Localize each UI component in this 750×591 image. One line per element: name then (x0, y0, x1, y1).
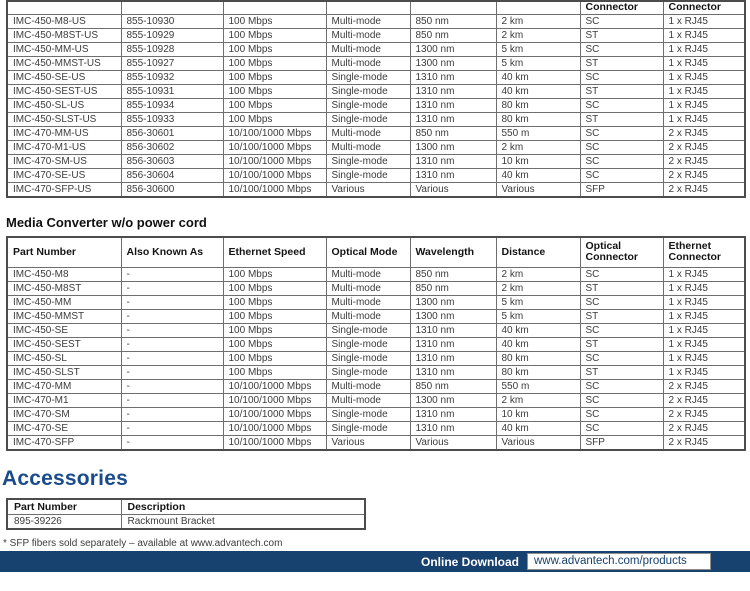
table-cell: 40 km (496, 71, 580, 85)
download-url-link[interactable]: www.advantech.com/products (534, 554, 687, 567)
table-cell: 1310 nm (410, 85, 496, 99)
table-cell: 100 Mbps (223, 113, 326, 127)
column-header: Part Number (7, 237, 121, 267)
table-row (7, 295, 745, 309)
table-cell: 1310 nm (410, 365, 496, 379)
download-url-box[interactable] (527, 553, 711, 570)
table-cell: 1 x RJ45 (663, 99, 745, 113)
table-cell: SC (580, 99, 663, 113)
table-cell: Single-mode (326, 155, 410, 169)
table-cell: Single-mode (326, 113, 410, 127)
table-cell: SC (580, 43, 663, 57)
accessories-table-body (7, 514, 365, 529)
table-cell: IMC-470-SFP-US (7, 183, 121, 198)
column-header: Ethernet Connector (663, 237, 745, 267)
table-cell: 1 x RJ45 (663, 29, 745, 43)
table-cell: 1310 nm (410, 421, 496, 435)
table-cell: 10/100/1000 Mbps (223, 393, 326, 407)
table-cell: - (121, 435, 223, 450)
column-header: Ethernet Speed (223, 237, 326, 267)
column-header (326, 1, 410, 15)
table-cell: 100 Mbps (223, 43, 326, 57)
online-download-bar (0, 551, 750, 572)
table-cell: 10 km (496, 155, 580, 169)
table-cell: Multi-mode (326, 57, 410, 71)
column-header (496, 1, 580, 15)
table-cell: 2 x RJ45 (663, 379, 745, 393)
table-cell: 2 km (496, 15, 580, 29)
table-row (7, 71, 745, 85)
table-cell: ST (580, 85, 663, 99)
table-cell: 850 nm (410, 281, 496, 295)
table-cell: IMC-450-SL-US (7, 99, 121, 113)
table-cell: 1 x RJ45 (663, 71, 745, 85)
table-cell: 1 x RJ45 (663, 57, 745, 71)
table-cell: 1310 nm (410, 337, 496, 351)
table-cell: - (121, 309, 223, 323)
table-cell: 550 m (496, 127, 580, 141)
table-cell: SC (580, 393, 663, 407)
table-cell: IMC-450-M8ST (7, 281, 121, 295)
table-cell: SC (580, 421, 663, 435)
table-cell: - (121, 323, 223, 337)
table-cell: 100 Mbps (223, 309, 326, 323)
table-cell: IMC-470-SM-US (7, 155, 121, 169)
column-header: Connector (663, 1, 745, 15)
table-cell: 1 x RJ45 (663, 85, 745, 99)
table-cell: Single-mode (326, 421, 410, 435)
table-cell: 1310 nm (410, 71, 496, 85)
table-cell: 855-10928 (121, 43, 223, 57)
table-cell: 5 km (496, 57, 580, 71)
table-cell: - (121, 337, 223, 351)
table-cell: Multi-mode (326, 127, 410, 141)
table-cell: ST (580, 309, 663, 323)
table-row (7, 99, 745, 113)
table-cell: Multi-mode (326, 29, 410, 43)
us-models-table-body (7, 15, 745, 198)
table-cell: 855-10931 (121, 85, 223, 99)
table-cell: 1300 nm (410, 309, 496, 323)
table-cell: 1 x RJ45 (663, 267, 745, 281)
table-row (7, 379, 745, 393)
table-cell: 856-30602 (121, 141, 223, 155)
table-cell: IMC-450-MMST-US (7, 57, 121, 71)
table-cell: - (121, 295, 223, 309)
table-cell: 100 Mbps (223, 365, 326, 379)
table-cell: - (121, 267, 223, 281)
table-cell: 100 Mbps (223, 57, 326, 71)
table-cell: SC (580, 351, 663, 365)
table-cell: 856-30601 (121, 127, 223, 141)
accessories-table (6, 498, 366, 530)
table-cell: SC (580, 155, 663, 169)
table-row (7, 351, 745, 365)
table-row (7, 43, 745, 57)
column-header: Description (121, 499, 365, 515)
table-cell: 80 km (496, 351, 580, 365)
table-row (7, 141, 745, 155)
table-cell: 80 km (496, 99, 580, 113)
table-cell: 850 nm (410, 379, 496, 393)
table-cell: 855-10933 (121, 113, 223, 127)
column-header: Optical Connector (580, 237, 663, 267)
table-cell: 40 km (496, 323, 580, 337)
table-row (7, 309, 745, 323)
table-cell: Various (496, 183, 580, 198)
table-cell: SC (580, 169, 663, 183)
table-cell: Various (410, 435, 496, 450)
column-header: Also Known As (121, 237, 223, 267)
table-cell: Single-mode (326, 99, 410, 113)
table-cell: SFP (580, 435, 663, 450)
accessories-heading: Accessories (2, 466, 128, 490)
table-cell: Multi-mode (326, 43, 410, 57)
table-cell: Multi-mode (326, 393, 410, 407)
table-cell: 40 km (496, 337, 580, 351)
table-cell: 1310 nm (410, 169, 496, 183)
table-cell: 100 Mbps (223, 71, 326, 85)
table-cell: SC (580, 323, 663, 337)
table-row (7, 29, 745, 43)
table-cell: Multi-mode (326, 281, 410, 295)
table-cell: 1300 nm (410, 295, 496, 309)
table-cell: 1300 nm (410, 57, 496, 71)
table-cell: 1300 nm (410, 141, 496, 155)
table-row (7, 15, 745, 29)
table-cell: 856-30603 (121, 155, 223, 169)
table-cell: IMC-470-MM (7, 379, 121, 393)
table-cell: IMC-450-SEST (7, 337, 121, 351)
table-cell: 1310 nm (410, 113, 496, 127)
table-cell: - (121, 421, 223, 435)
table-cell: 895-39226 (7, 514, 121, 529)
table-cell: Single-mode (326, 365, 410, 379)
table-cell: 856-30604 (121, 169, 223, 183)
table-cell: 850 nm (410, 15, 496, 29)
table-row (7, 407, 745, 421)
table-cell: ST (580, 29, 663, 43)
table-row (7, 323, 745, 337)
table-cell: 100 Mbps (223, 281, 326, 295)
table-cell: Multi-mode (326, 309, 410, 323)
table-cell: 10/100/1000 Mbps (223, 421, 326, 435)
table-cell: IMC-470-M1-US (7, 141, 121, 155)
table-cell: 1310 nm (410, 323, 496, 337)
table-row (7, 514, 365, 529)
table-cell: Multi-mode (326, 379, 410, 393)
us-models-table (6, 0, 746, 198)
table-cell: 10 km (496, 407, 580, 421)
table-row (7, 393, 745, 407)
table-cell: 80 km (496, 113, 580, 127)
table-cell: 1300 nm (410, 43, 496, 57)
table-row (7, 85, 745, 99)
table-cell: Multi-mode (326, 141, 410, 155)
table-cell: IMC-470-MM-US (7, 127, 121, 141)
table-cell: IMC-450-MM (7, 295, 121, 309)
table-row (7, 183, 745, 198)
table-cell: 1 x RJ45 (663, 323, 745, 337)
table-cell: SC (580, 71, 663, 85)
table-row (7, 113, 745, 127)
column-header: Wavelength (410, 237, 496, 267)
table-cell: 2 x RJ45 (663, 407, 745, 421)
table-cell: Single-mode (326, 169, 410, 183)
table-cell: Various (496, 435, 580, 450)
table-cell: IMC-450-SEST-US (7, 85, 121, 99)
table-cell: 2 x RJ45 (663, 155, 745, 169)
table-cell: - (121, 365, 223, 379)
table-cell: 10/100/1000 Mbps (223, 141, 326, 155)
table-cell: 10/100/1000 Mbps (223, 183, 326, 198)
table-cell: 2 km (496, 267, 580, 281)
table-cell: 1 x RJ45 (663, 15, 745, 29)
table-cell: 1300 nm (410, 393, 496, 407)
table-cell: SFP (580, 183, 663, 198)
table-cell: IMC-450-SL (7, 351, 121, 365)
table-cell: 2 km (496, 281, 580, 295)
table-cell: ST (580, 113, 663, 127)
table-cell: SC (580, 127, 663, 141)
table-cell: IMC-450-M8 (7, 267, 121, 281)
column-header (7, 1, 121, 15)
table-cell: IMC-450-SLST-US (7, 113, 121, 127)
table-cell: IMC-470-SE-US (7, 169, 121, 183)
table-cell: 1 x RJ45 (663, 281, 745, 295)
table-cell: IMC-450-MM-US (7, 43, 121, 57)
table-cell: 1 x RJ45 (663, 295, 745, 309)
table-cell: Single-mode (326, 351, 410, 365)
table-cell: SC (580, 379, 663, 393)
table-cell: Various (326, 435, 410, 450)
table-row (7, 365, 745, 379)
table-cell: 5 km (496, 295, 580, 309)
table-cell: 1310 nm (410, 351, 496, 365)
table-cell: 100 Mbps (223, 337, 326, 351)
section-title-wo-power-cord: Media Converter w/o power cord (6, 215, 207, 230)
table-cell: SC (580, 15, 663, 29)
table-cell: 2 x RJ45 (663, 421, 745, 435)
table-cell: 2 x RJ45 (663, 127, 745, 141)
table-header-row (7, 1, 745, 15)
table-cell: 2 x RJ45 (663, 435, 745, 450)
table-cell: IMC-450-M8-US (7, 15, 121, 29)
table-cell: 100 Mbps (223, 29, 326, 43)
table-cell: 1310 nm (410, 155, 496, 169)
table-cell: IMC-450-SLST (7, 365, 121, 379)
column-header (121, 1, 223, 15)
table-cell: 40 km (496, 421, 580, 435)
table-cell: 100 Mbps (223, 15, 326, 29)
table-cell: 850 nm (410, 29, 496, 43)
standard-models-table-body (7, 267, 745, 450)
table-cell: Multi-mode (326, 295, 410, 309)
table-cell: 100 Mbps (223, 85, 326, 99)
table-cell: IMC-450-MMST (7, 309, 121, 323)
table-cell: 2 x RJ45 (663, 183, 745, 198)
online-download-label: Online Download (421, 554, 519, 569)
column-header (223, 1, 326, 15)
table-cell: 855-10934 (121, 99, 223, 113)
table-cell: Single-mode (326, 71, 410, 85)
column-header: Connector (580, 1, 663, 15)
table-cell: Various (326, 183, 410, 198)
table-cell: IMC-450-M8ST-US (7, 29, 121, 43)
table-cell: 1 x RJ45 (663, 337, 745, 351)
table-cell: Single-mode (326, 323, 410, 337)
table-cell: 855-10932 (121, 71, 223, 85)
table-cell: 1 x RJ45 (663, 113, 745, 127)
table-cell: 10/100/1000 Mbps (223, 127, 326, 141)
table-header-row (7, 237, 745, 267)
table-cell: 855-10927 (121, 57, 223, 71)
table-cell: - (121, 281, 223, 295)
table-cell: - (121, 379, 223, 393)
table-cell: 1 x RJ45 (663, 351, 745, 365)
table-cell: 40 km (496, 85, 580, 99)
table-cell: 2 x RJ45 (663, 393, 745, 407)
table-cell: 100 Mbps (223, 295, 326, 309)
table-cell: SC (580, 267, 663, 281)
table-cell: 100 Mbps (223, 323, 326, 337)
table-cell: IMC-470-SFP (7, 435, 121, 450)
table-cell: IMC-450-SE-US (7, 71, 121, 85)
table-cell: 5 km (496, 309, 580, 323)
table-cell: 10/100/1000 Mbps (223, 435, 326, 450)
table-cell: Various (410, 183, 496, 198)
table-cell: Single-mode (326, 407, 410, 421)
table-cell: 2 x RJ45 (663, 141, 745, 155)
table-row (7, 155, 745, 169)
table-cell: - (121, 407, 223, 421)
table-cell: 1 x RJ45 (663, 309, 745, 323)
table-cell: 10/100/1000 Mbps (223, 379, 326, 393)
table-row (7, 169, 745, 183)
table-cell: 10/100/1000 Mbps (223, 169, 326, 183)
table-cell: ST (580, 281, 663, 295)
table-cell: SC (580, 295, 663, 309)
table-cell: Single-mode (326, 337, 410, 351)
table-cell: IMC-470-SE (7, 421, 121, 435)
table-cell: 1310 nm (410, 99, 496, 113)
table-cell: IMC-470-M1 (7, 393, 121, 407)
standard-models-table (6, 236, 746, 451)
table-row (7, 435, 745, 450)
table-cell: 850 nm (410, 267, 496, 281)
table-cell: 1310 nm (410, 407, 496, 421)
table-cell: 1 x RJ45 (663, 43, 745, 57)
table-row (7, 337, 745, 351)
table-row (7, 127, 745, 141)
table-cell: 100 Mbps (223, 351, 326, 365)
table-cell: 5 km (496, 43, 580, 57)
table-cell: - (121, 351, 223, 365)
table-cell: Multi-mode (326, 267, 410, 281)
table-cell: Multi-mode (326, 15, 410, 29)
table-cell: ST (580, 337, 663, 351)
sfp-footnote: * SFP fibers sold separately – available at www.advantech.com (3, 537, 283, 549)
table-cell: 850 nm (410, 127, 496, 141)
table-cell: 855-10930 (121, 15, 223, 29)
table-cell: IMC-450-SE (7, 323, 121, 337)
table-cell: ST (580, 57, 663, 71)
table-cell: 10/100/1000 Mbps (223, 155, 326, 169)
table-cell: Rackmount Bracket (121, 514, 365, 529)
table-cell: 2 km (496, 29, 580, 43)
table-cell: IMC-470-SM (7, 407, 121, 421)
table-row (7, 281, 745, 295)
table-cell: 855-10929 (121, 29, 223, 43)
table-cell: 856-30600 (121, 183, 223, 198)
table-cell: 10/100/1000 Mbps (223, 407, 326, 421)
table-cell: 2 x RJ45 (663, 169, 745, 183)
table-cell: SC (580, 141, 663, 155)
table-cell: ST (580, 365, 663, 379)
table-row (7, 57, 745, 71)
table-row (7, 267, 745, 281)
table-cell: 40 km (496, 169, 580, 183)
table-cell: 550 m (496, 379, 580, 393)
table-cell: SC (580, 407, 663, 421)
table-cell: 80 km (496, 365, 580, 379)
table-cell: 100 Mbps (223, 267, 326, 281)
column-header: Distance (496, 237, 580, 267)
table-cell: - (121, 393, 223, 407)
table-cell: 2 km (496, 393, 580, 407)
table-header-row (7, 499, 365, 515)
table-cell: 1 x RJ45 (663, 365, 745, 379)
table-row (7, 421, 745, 435)
table-cell: 100 Mbps (223, 99, 326, 113)
column-header (410, 1, 496, 15)
column-header: Optical Mode (326, 237, 410, 267)
column-header: Part Number (7, 499, 121, 515)
table-cell: 2 km (496, 141, 580, 155)
table-cell: Single-mode (326, 85, 410, 99)
